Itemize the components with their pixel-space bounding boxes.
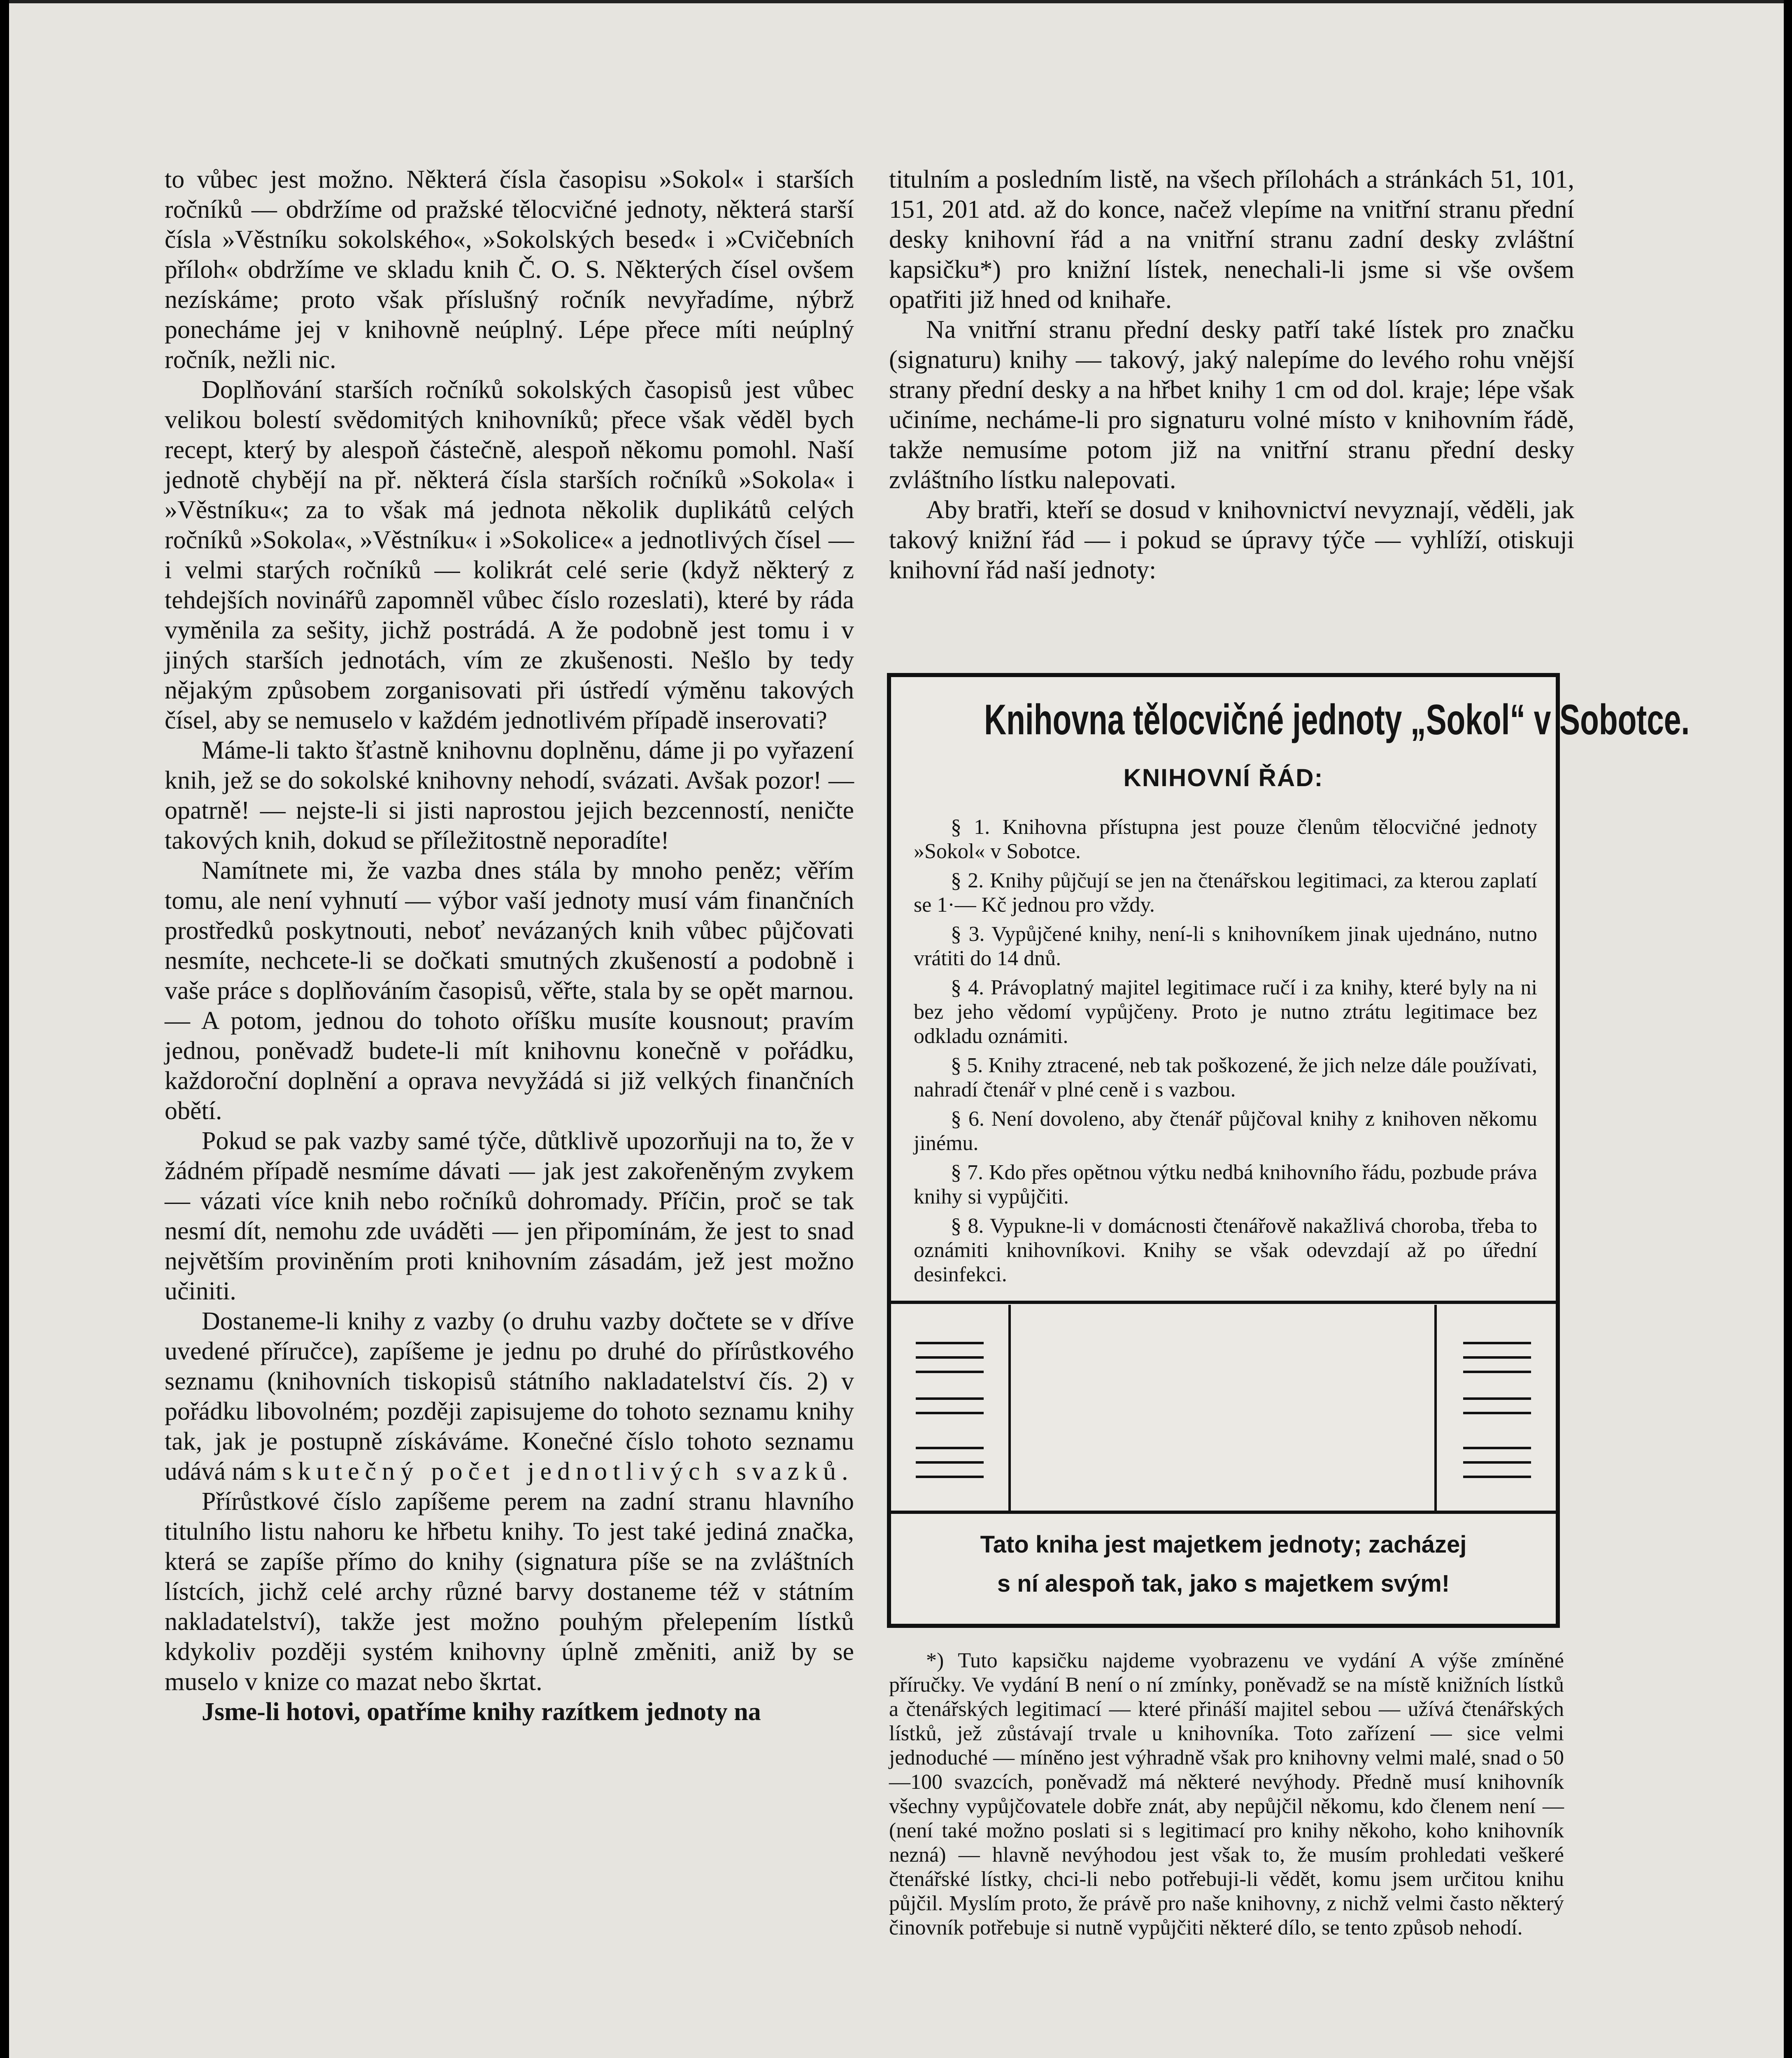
right-column (889, 165, 1574, 585)
notice-footer (891, 1525, 1556, 1603)
paragraph-text: Dostaneme-li knihy z vazby (o druhu vazby dočtete se v dříve uvedené příručce), zapíšeme je jednu po druhé do přírůstkového seznamu (knihovních tiskopisů státního nakladatelství čís. 2) v pořádku libovolném; později zapisujeme do tohoto seznamu knihy tak, jak je postupně získáváme. Konečné číslo tohoto seznamu udává nám (165, 1307, 854, 1485)
rule-item: § 3. Vypůjčené knihy, není-li s knihovníkem jinak ujednáno, nutno vrátiti do 14 dnů. (914, 922, 1537, 970)
scan-edge-top (0, 0, 1792, 3)
notice-footer-line: s ní alespoň tak, jako s majetkem svým! (997, 1570, 1450, 1597)
paragraph: titulním a posledním listě, na všech přílohách a stránkách 51, 101, 151, 201 atd. až do konce, načež vlepíme na vnitřní stranu přední desky knihovní řád a na vnitřní stranu zadní desky zvláštní kapsičku*) pro knižní lístek, nenechali-li jsme si vše ovšem opatřiti již hned od knihaře. (889, 165, 1574, 314)
paragraph: Doplňování starších ročníků sokolských časopisů jest vůbec velikou bolestí svědomitých knihovníků; přece však věděl bych recept, který by alespoň částečně, alespoň někomu pomohl. Naší jednotě chybějí na př. některá čísla starších ročníků »Sokola« i »Věstníku«; za to však má jednota několik duplikátů celých ročníků »Sokola«, »Věstníku« i »Sokolice« a jednotlivých čísel — i velmi starých ročníků — kolikrát celé serie (když některý z tehdejších novinářů zapomněl vůbec číslo rozeslati), které by ráda vyměnila za sešity, jichž postrádá. A že podobně jest tomu i v jiných starších jednotách, vím ze zkušenosti. Nešlo by tedy nějakým způsobem zorganisovati při ústředí výměnu takových čísel, aby se nemuselo v každém jednotlivém případě inserovati? (165, 376, 854, 734)
left-column (165, 165, 854, 1727)
rule-item: § 6. Není dovoleno, aby čtenář půjčoval knihy z knihoven někomu jinému. (914, 1107, 1537, 1155)
paragraph: to vůbec jest možno. Některá čísla časopisu »Sokol« i starších ročníků — obdržíme od pražské tělocvičné jednoty, některá starší čísla »Věstníku sokolského«, »Sokolských besed« i »Cvičebních příloh« obdržíme ve skladu knih Č. O. S. Některých čísel ovšem nezískáme; proto však příslušný ročník nevyřadíme, nýbrž ponecháme jej v knihovně neúplný. Lépe přece míti neúplný ročník, nežli nic. (165, 165, 854, 374)
grid-line (1434, 1305, 1437, 1511)
signature-lines-left (891, 1305, 1006, 1511)
notice-title: Knihovna tělocvičné jednoty „Sokol“ v Sobotce. (984, 696, 1690, 744)
scan-edge-right (1784, 0, 1792, 2058)
paragraph: Namítnete mi, že vazba dnes stála by mnoho peněz; věřím tomu, ale není vyhnutí — výbor vaší jednoty musí vám finančních prostředků poskytnouti, neboť nevázaných knih vůbec půjčovati nesmíte, nechcete-li se dočkati smutných zkušeností a podobně i vaše práce s doplňováním časopisů, věřte, stala by se opět marnou. — A potom, jednou do tohoto oříšku musíte kousnout; pravím jednou, poněvadž budete-li mít knihovnu konečně v pořádku, každoroční doplnění a oprava nevyžádá si již velkých finančních obětí. (165, 857, 854, 1125)
grid-line (1008, 1305, 1011, 1511)
notice-subtitle: KNIHOVNÍ ŘÁD: (1123, 764, 1324, 792)
footnote-text: *) Tuto kapsičku najdeme vyobrazenu ve vydání A výše zmíněné příručky. Ve vydání B není o ní zmínky, poněvadž se na místě knižních lístků a čtenářských legitimací — které přináší majitel sebou — užívá čtenářských lístků, jež zůstávají trvale u knihovníka. Toto zařízení — sice velmi jednoduché — míněno jest výhradně však pro knihovny velmi malé, snad o 50—100 svazcích, poněvadž má některé nevýhody. Předně musí knihovník všechny vypůjčovatele dobře znát, aby nepůjčil někomu, kdo členem není — (není také možno poslati si s legitimací pro knihy někoho, koho knihovník nezná) — hlavně nevýhodou jest však to, že musím prohledati veškeré čtenářské lístky, chci-li nebo potřebuji-li vědět, komu jsem určitou knihu půjčil. Myslím proto, že právě pro naše knihovny, z nichž velmi často některý činovník potřebuje si nutně vypůjčiti některé dílo, se tento způsob nehodí. (889, 1649, 1564, 1939)
paragraph: Aby bratři, kteří se dosud v knihovnictví nevyznají, věděli, jak takový knižní řád — i pokud se úpravy týče — vyhlíží, otiskuji knihovní řád naší jednoty: (889, 496, 1574, 584)
paragraph: Máme-li takto šťastně knihovnu doplněnu, dáme ji po vyřazení knih, jež se do sokolské knihovny nehodí, svázati. Avšak pozor! — opatrně! — nejste-li si jisti naprostou jejich bezcenností, neničte takových knih, dokud se příležitostně neporadíte! (165, 736, 854, 854)
rule-item: § 8. Vypukne-li v domácnosti čtenářově nakažlivá choroba, třeba to oznámiti knihovníkovi. Knihy se však odevzdají až po úřední desinfekci. (914, 1214, 1537, 1286)
rule-item: § 2. Knihy půjčují se jen na čtenářskou legitimaci, za kterou zaplatí se 1·— Kč jednou pro vždy. (914, 869, 1537, 917)
paragraph: Pokud se pak vazby samé týče, důtklivě upozorňuji na to, že v žádném případě nesmíme dávati — jak jest zakořeněným zvykem — vázati více knih nebo ročníků dohromady. Příčin, proč se tak nesmí dít, nemohu zde uváděti — jen připomínám, že jest to snad největším proviněním proti knihovním zásadám, jež jest možno učiniti. (165, 1127, 854, 1305)
paragraph: Jsme-li hotovi, opatříme knihy razítkem jednoty na (202, 1698, 761, 1726)
library-rules-notice (887, 673, 1690, 1628)
divider (891, 1301, 1556, 1304)
signature-grid (891, 1305, 1556, 1511)
rule-item: § 4. Právoplatný majitel legitimace ručí i za knihy, které byly na ni bez jeho vědomí vypůjčeny. Proto je nutno ztrátu legitimace bez odkladu oznámiti. (914, 976, 1537, 1048)
spaced-emphasis: skutečný počet jednotlivých svazků. (282, 1457, 854, 1485)
signature-lines-right (1438, 1305, 1554, 1511)
scan-edge-left (0, 0, 9, 2058)
rule-item: § 7. Kdo přes opětnou výtku nedbá knihovního řádu, pozbude práva knihy si vypůjčiti. (914, 1161, 1537, 1208)
paragraph: Přírůstkové číslo zapíšeme perem na zadní stranu hlavního titulního listu nahoru ke hřbetu knihy. To jest také jediná značka, která se zapíše přímo do knihy (signatura píše se na zvláštních lístcích, jichž celé archy různé barvy dostaneme též v státním nakladatelství), takže jest možno pouhým přelepením lístků kdykoliv později systém knihovny úplně změniti, aniž by se muselo v knize co mazat nebo škrtat. (165, 1488, 854, 1696)
paragraph (165, 1306, 854, 1487)
rule-item: § 1. Knihovna přístupna jest pouze členům tělocvičné jednoty »Sokol« v Sobotce. (914, 815, 1537, 863)
notice-footer-line: Tato kniha jest majetkem jednoty; zacházej (980, 1531, 1467, 1558)
rule-item: § 5. Knihy ztracené, neb tak poškozené, že jich nelze dále používati, nahradí čtenář v plné ceně i s vazbou. (914, 1054, 1537, 1101)
rules-list (914, 815, 1537, 1292)
footnote (889, 1648, 1564, 1940)
paragraph: Na vnitřní stranu přední desky patří také lístek pro značku (signaturu) knihy — takový, jaký nalepíme do levého rohu vnější strany přední desky a na hřbet knihy 1 cm od dol. kraje; lépe však učiníme, necháme-li pro signaturu volné místo v knihovním řádě, takže nemusíme potom již na vnitřní stranu přední desky zvláštního lístku nalepovati. (889, 316, 1574, 494)
divider (891, 1511, 1556, 1514)
